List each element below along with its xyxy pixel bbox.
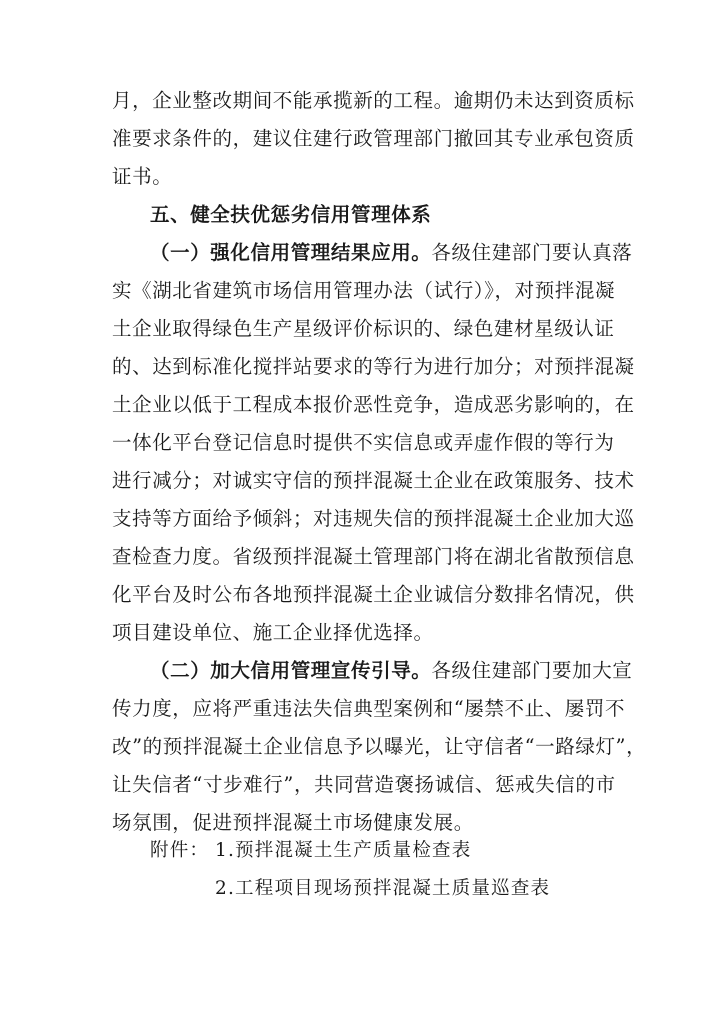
paragraph-line: 支持等方面给予倾斜；对违规失信的预拌混凝土企业加大巡	[112, 507, 635, 530]
paragraph-line: 证书。	[112, 165, 173, 188]
paragraph-line: 土企业取得绿色生产星级评价标识的、绿色建材星级认证	[112, 317, 615, 340]
section-heading: 五、健全扶优惩劣信用管理体系	[150, 203, 432, 226]
attachments-label: 附件：	[150, 840, 210, 861]
item1-lead: （一）强化信用管理结果应用。	[150, 241, 432, 264]
item2-first-line	[150, 656, 632, 686]
attachment-item: 2.工程项目现场预拌混凝土质量巡查表	[215, 878, 551, 899]
attachment-item: 1.预拌混凝土生产质量检查表	[215, 840, 472, 861]
paragraph-line: 一体化平台登记信息时提供不实信息或弄虚作假的等行为	[112, 431, 615, 454]
item1-first-line	[150, 238, 632, 268]
paragraph-line: 实《湖北省建筑市场信用管理办法（试行）》，对预拌混凝	[112, 279, 616, 302]
item1-first-line-text: 各级住建部门要认真落	[431, 241, 633, 264]
paragraph-line: 进行减分；对诚实守信的预拌混凝土企业在政策服务、技术	[112, 469, 635, 492]
paragraph-line: 查检查力度。省级预拌混凝土管理部门将在湖北省散预信息	[112, 545, 635, 568]
paragraph-line: 化平台及时公布各地预拌混凝土企业诚信分数排名情况，供	[112, 583, 635, 606]
paragraph-line: 土企业以低于工程成本报价恶性竞争，造成恶劣影响的，在	[112, 393, 635, 416]
paragraph-line: 月，企业整改期间不能承揽新的工程。逾期仍未达到资质标	[112, 89, 635, 112]
paragraph-line: 让失信者“寸步难行”，共同营造褒扬诚信、惩戒失信的市	[112, 773, 616, 796]
paragraph-line: 改”的预拌混凝土企业信息予以曝光，让守信者“一路绿灯”，	[112, 735, 647, 758]
item2-first-line-text: 各级住建部门要加大宣	[431, 659, 633, 682]
paragraph-line: 项目建设单位、施工企业择优选择。	[112, 621, 434, 644]
paragraph-line: 传力度，应将严重违法失信典型案例和“屡禁不止、屡罚不	[112, 697, 626, 720]
item2-lead: （二）加大信用管理宣传引导。	[150, 659, 432, 682]
paragraph-line: 准要求条件的，建议住建行政管理部门撤回其专业承包资质	[112, 127, 635, 150]
paragraph-line: 场氛围，促进预拌混凝土市场健康发展。	[112, 811, 474, 834]
paragraph-line: 的、达到标准化搅拌站要求的等行为进行加分；对预拌混凝	[112, 355, 635, 378]
